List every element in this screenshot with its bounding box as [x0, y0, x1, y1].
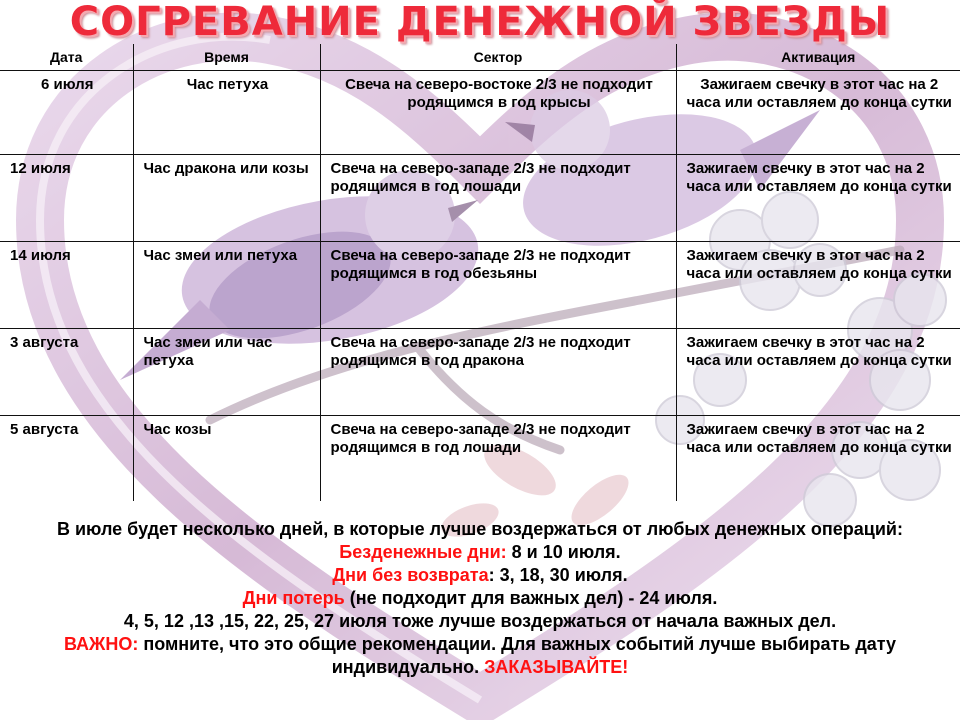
- cell-date: 3 августа: [0, 328, 133, 415]
- table-row: [0, 154, 960, 241]
- no-return-days-value: : 3, 18, 30 июля.: [488, 565, 628, 585]
- other-days-line: 4, 5, 12 ,13 ,15, 22, 25, 27 июля тоже лучше воздержаться от начала важных дел.: [123, 611, 837, 631]
- important-note: [0, 633, 960, 679]
- column-header-time: Время: [133, 44, 320, 70]
- cell-sector: Свеча на северо-западе 2/3 не подходит родящимся в год лошади: [320, 154, 676, 241]
- cell-sector: Свеча на северо-западе 2/3 не подходит родящимся в год дракона: [320, 328, 676, 415]
- cell-date: 14 июля: [0, 241, 133, 328]
- column-header-sector: Сектор: [320, 44, 676, 70]
- cell-activation: Зажигаем свечку в этот час на 2 часа или оставляем до конца сутки: [676, 154, 960, 241]
- cell-time: Час петуха: [133, 70, 320, 154]
- schedule-table: [0, 44, 960, 501]
- table-row: [0, 415, 960, 501]
- moneyless-days-value: 8 и 10 июля.: [506, 542, 621, 562]
- column-header-activation: Активация: [676, 44, 960, 70]
- table-row: [0, 241, 960, 328]
- cell-sector: Свеча на северо-западе 2/3 не подходит родящимся в год лошади: [320, 415, 676, 501]
- important-label: ВАЖНО:: [63, 634, 139, 654]
- loss-days-label: Дни потерь: [242, 588, 345, 608]
- cell-activation: Зажигаем свечку в этот час на 2 часа или оставляем до конца сутки: [676, 328, 960, 415]
- column-header-date: Дата: [0, 44, 133, 70]
- cell-date: 12 июля: [0, 154, 133, 241]
- no-return-days-label: Дни без возврата: [332, 565, 489, 585]
- table-header-row: [0, 44, 960, 70]
- cell-time: Час змеи или час петуха: [133, 328, 320, 415]
- cell-sector: Свеча на северо-западе 2/3 не подходит родящимся в год обезьяны: [320, 241, 676, 328]
- notes-section: [0, 518, 960, 679]
- notes-intro: В июле будет несколько дней, в которые лучше воздержаться от любых денежных операций:: [56, 519, 903, 539]
- cell-activation: Зажигаем свечку в этот час на 2 часа или оставляем до конца сутки: [676, 70, 960, 154]
- moneyless-days-line: [0, 541, 960, 564]
- page-title: СОГРЕВАНИЕ ДЕНЕЖНОЙ ЗВЕЗДЫ: [69, 0, 891, 45]
- cell-activation: Зажигаем свечку в этот час на 2 часа или оставляем до конца сутки: [676, 415, 960, 501]
- no-return-days-line: [0, 564, 960, 587]
- loss-days-line: [0, 587, 960, 610]
- cell-time: Час дракона или козы: [133, 154, 320, 241]
- cell-date: 6 июля: [0, 70, 133, 154]
- cell-sector: Свеча на северо-востоке 2/3 не подходит родящимся в год крысы: [320, 70, 676, 154]
- table-row: [0, 70, 960, 154]
- cell-time: Час змеи или петуха: [133, 241, 320, 328]
- loss-days-value: (не подходит для важных дел) - 24 июля.: [344, 588, 718, 608]
- cell-date: 5 августа: [10, 420, 79, 438]
- cell-time: Час козы: [133, 415, 320, 501]
- moneyless-days-label: Безденежные дни:: [339, 542, 507, 562]
- order-call-to-action: ЗАКАЗЫВАЙТЕ!: [484, 657, 629, 677]
- cell-activation: Зажигаем свечку в этот час на 2 часа или оставляем до конца сутки: [676, 241, 960, 328]
- table-row: [0, 328, 960, 415]
- important-text: помните, что это общие рекомендации. Для важных событий лучше выбирать дату индивидуально.: [138, 634, 897, 677]
